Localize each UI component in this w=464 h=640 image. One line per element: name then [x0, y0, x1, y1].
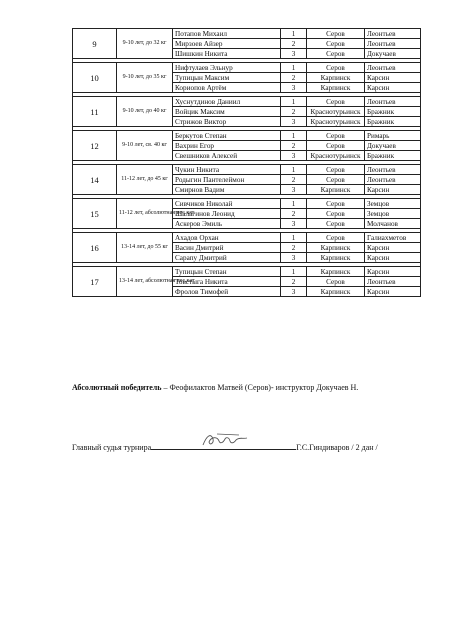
city-cell: Серов [307, 49, 365, 59]
athlete-name: Тупицын Степан [173, 267, 281, 277]
athlete-name: Стрижов Виктор [173, 117, 281, 127]
place-cell: 1 [281, 233, 307, 243]
coach-cell: Леонтьев [365, 39, 421, 49]
place-cell: 2 [281, 107, 307, 117]
city-cell: Серов [307, 199, 365, 209]
place-cell: 1 [281, 165, 307, 175]
athlete-name: Шалагинов Леонид [173, 209, 281, 219]
city-cell: Карпинск [307, 287, 365, 297]
athlete-name: Смирнов Вадим [173, 185, 281, 195]
coach-cell: Римарь [365, 131, 421, 141]
place-cell: 2 [281, 175, 307, 185]
athlete-name: Тупицын Максим [173, 73, 281, 83]
city-cell: Серов [307, 175, 365, 185]
place-cell: 2 [281, 141, 307, 151]
athlete-name: Мирзоев Айзер [173, 39, 281, 49]
city-cell: Карпинск [307, 73, 365, 83]
group-number: 15 [73, 199, 117, 229]
athlete-name: Аскеров Эмиль [173, 219, 281, 229]
city-cell: Карпинск [307, 243, 365, 253]
city-cell: Карпинск [307, 267, 365, 277]
city-cell: Серов [307, 209, 365, 219]
place-cell: 1 [281, 131, 307, 141]
group-number: 11 [73, 97, 117, 127]
athlete-name: Вахрин Егор [173, 141, 281, 151]
athlete-name: Нифтулаев Эльнур [173, 63, 281, 73]
place-cell: 2 [281, 39, 307, 49]
coach-cell: Бражник [365, 117, 421, 127]
city-cell: Серов [307, 29, 365, 39]
coach-cell: Карсин [365, 287, 421, 297]
group-category: 9-10 лет, до 40 кг [117, 97, 173, 127]
table-row [73, 267, 421, 277]
group-category: 9-10 лет, св. 40 кг [117, 131, 173, 161]
city-cell: Краснотурьинск [307, 117, 365, 127]
city-cell: Карпинск [307, 185, 365, 195]
city-cell: Карпинск [307, 83, 365, 93]
place-cell: 3 [281, 185, 307, 195]
chief-judge-label: Главный судья турнира [72, 443, 152, 452]
city-cell: Серов [307, 97, 365, 107]
athlete-name: Войцик Максим [173, 107, 281, 117]
coach-cell: Леонтьев [365, 175, 421, 185]
athlete-name: Сивчиков Николай [173, 199, 281, 209]
coach-cell: Молчанов [365, 219, 421, 229]
coach-cell: Земцов [365, 209, 421, 219]
absolute-winner-line [72, 383, 358, 392]
coach-cell: Леонтьев [365, 29, 421, 39]
absolute-winner-text: – Феофилактов Матвей (Серов)- инструктор Докучаев Н. [161, 383, 359, 392]
coach-cell: Карсин [365, 243, 421, 253]
athlete-name: Беркутов Степан [173, 131, 281, 141]
city-cell: Серов [307, 277, 365, 287]
table-row [73, 29, 421, 39]
group-number: 14 [73, 165, 117, 195]
athlete-name: Товстыга Никита [173, 277, 281, 287]
city-cell: Серов [307, 219, 365, 229]
coach-cell: Бражник [365, 107, 421, 117]
athlete-name: Васин Дмитрий [173, 243, 281, 253]
city-cell: Серов [307, 63, 365, 73]
table-row [73, 199, 421, 209]
city-cell: Серов [307, 165, 365, 175]
place-cell: 3 [281, 49, 307, 59]
place-cell: 1 [281, 97, 307, 107]
group-category: 13-14 лет, абсолютная вес.кат. [117, 267, 173, 297]
city-cell: Серов [307, 131, 365, 141]
group-number: 17 [73, 267, 117, 297]
coach-cell: Бражник [365, 151, 421, 161]
group-category: 11-12 лет, абсолютная вес.кат. [117, 199, 173, 229]
results-sheet [72, 28, 420, 297]
table-row [73, 165, 421, 175]
place-cell: 2 [281, 277, 307, 287]
table-row [73, 131, 421, 141]
place-cell: 3 [281, 117, 307, 127]
coach-cell: Карсин [365, 83, 421, 93]
coach-cell: Леонтьев [365, 165, 421, 175]
group-category: 13-14 лет, до 55 кг [117, 233, 173, 263]
group-number: 10 [73, 63, 117, 93]
coach-cell: Карсин [365, 73, 421, 83]
coach-cell: Земцов [365, 199, 421, 209]
place-cell: 1 [281, 267, 307, 277]
group-category: 9-10 лет, до 32 кг [117, 29, 173, 59]
athlete-name: Хуснутдинов Даниил [173, 97, 281, 107]
place-cell: 3 [281, 287, 307, 297]
athlete-name: Сарапу Дмитрий [173, 253, 281, 263]
place-cell: 3 [281, 151, 307, 161]
place-cell: 2 [281, 243, 307, 253]
group-number: 9 [73, 29, 117, 59]
place-cell: 3 [281, 83, 307, 93]
results-body [73, 29, 421, 297]
place-cell: 1 [281, 29, 307, 39]
city-cell: Краснотурьинск [307, 107, 365, 117]
coach-cell: Докучаев [365, 49, 421, 59]
city-cell: Серов [307, 39, 365, 49]
table-row [73, 233, 421, 243]
chief-judge-line [72, 441, 378, 452]
coach-cell: Докучаев [365, 141, 421, 151]
athlete-name: Родыгин Пантелеймон [173, 175, 281, 185]
absolute-winner-label: Абсолютный победитель [72, 383, 162, 392]
results-table [72, 28, 421, 297]
place-cell: 1 [281, 199, 307, 209]
coach-cell: Карсин [365, 267, 421, 277]
group-number: 12 [73, 131, 117, 161]
signature-line [151, 441, 296, 450]
coach-cell: Леонтьев [365, 63, 421, 73]
place-cell: 1 [281, 63, 307, 73]
coach-cell: Леонтьев [365, 97, 421, 107]
chief-judge-name: Г.С.Гиндиваров / 2 дан / [296, 443, 378, 452]
athlete-name: Потапов Михаил [173, 29, 281, 39]
athlete-name: Свешников Алексей [173, 151, 281, 161]
handwritten-signature [199, 431, 259, 451]
athlete-name: Фролов Тимофей [173, 287, 281, 297]
coach-cell: Леонтьев [365, 277, 421, 287]
coach-cell: Карсин [365, 253, 421, 263]
place-cell: 3 [281, 219, 307, 229]
athlete-name: Кориопов Артём [173, 83, 281, 93]
athlete-name: Чукин Никита [173, 165, 281, 175]
athlete-name: Ахадов Орхан [173, 233, 281, 243]
table-row [73, 63, 421, 73]
city-cell: Карпинск [307, 253, 365, 263]
place-cell: 3 [281, 253, 307, 263]
city-cell: Серов [307, 233, 365, 243]
coach-cell: Галиахметов [365, 233, 421, 243]
group-category: 9-10 лет, до 35 кг [117, 63, 173, 93]
table-row [73, 97, 421, 107]
place-cell: 2 [281, 209, 307, 219]
city-cell: Краснотурьинск [307, 151, 365, 161]
group-number: 16 [73, 233, 117, 263]
place-cell: 2 [281, 73, 307, 83]
athlete-name: Шишкин Никита [173, 49, 281, 59]
city-cell: Серов [307, 141, 365, 151]
coach-cell: Карсин [365, 185, 421, 195]
group-category: 11-12 лет, до 45 кг [117, 165, 173, 195]
